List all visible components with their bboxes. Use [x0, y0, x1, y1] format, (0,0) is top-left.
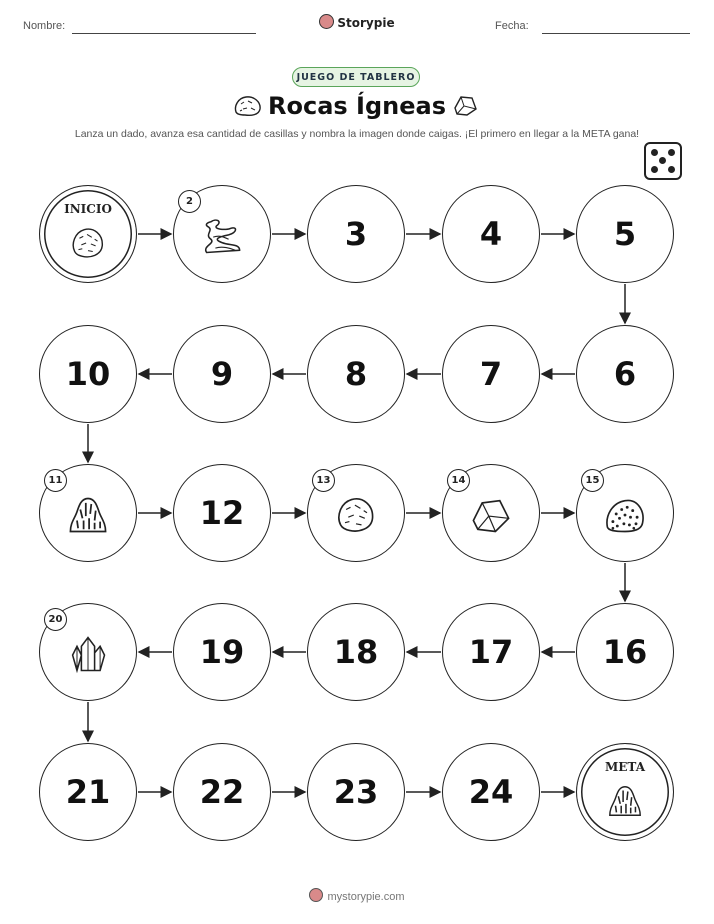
space-number: 12	[199, 494, 245, 532]
crystal-icon	[66, 632, 110, 676]
space-number: 8	[344, 355, 368, 393]
board-space-15	[576, 464, 674, 562]
space-number: 24	[468, 773, 514, 811]
space-number: 19	[199, 633, 245, 671]
volcanic-rock-icon	[606, 782, 644, 820]
storypie-footer-logo-icon	[309, 888, 323, 902]
space-number-badge: 15	[581, 469, 604, 492]
instructions: Lanza un dado, avanza esa cantidad de casillas y nombra la imagen donde caigas. ¡El primero en llegar a la META gana!	[74, 128, 640, 140]
space-number-badge: 14	[447, 469, 470, 492]
finish-space	[576, 743, 674, 841]
board-space-5	[576, 185, 674, 283]
board-space-6	[576, 325, 674, 423]
rock-lump-icon	[334, 493, 378, 537]
date-label: Fecha:	[495, 20, 529, 32]
board-space-21	[39, 743, 137, 841]
start-label: INICIO	[64, 202, 112, 216]
pumice-icon	[603, 493, 647, 537]
name-line[interactable]	[72, 33, 256, 34]
board-space-4	[442, 185, 540, 283]
board-space-3	[307, 185, 405, 283]
space-number: 21	[65, 773, 111, 811]
space-number: 5	[613, 215, 637, 253]
board-space-23	[307, 743, 405, 841]
game-type-badge: JUEGO DE TABLERO	[292, 67, 420, 87]
board-space-14	[442, 464, 540, 562]
space-number: 9	[210, 355, 234, 393]
brand-name: Storypie	[337, 16, 395, 30]
board-space-24	[442, 743, 540, 841]
board-space-10	[39, 325, 137, 423]
rock-lump-icon	[69, 224, 107, 262]
board-space-16	[576, 603, 674, 701]
space-number-badge: 13	[312, 469, 335, 492]
footer-url: mystorypie.com	[327, 891, 405, 903]
title-rock-right-icon	[452, 94, 478, 118]
space-number: 23	[333, 773, 379, 811]
page-title: Rocas Ígneas	[268, 92, 446, 120]
board-space-13	[307, 464, 405, 562]
board-space-7	[442, 325, 540, 423]
board-space-8	[307, 325, 405, 423]
board-space-12	[173, 464, 271, 562]
board-space-18	[307, 603, 405, 701]
space-number: 22	[199, 773, 245, 811]
board-space-11	[39, 464, 137, 562]
dice-five-icon	[644, 142, 682, 180]
footer	[0, 888, 714, 903]
board-space-2	[173, 185, 271, 283]
space-number-badge: 20	[44, 608, 67, 631]
board-space-17	[442, 603, 540, 701]
space-number: 16	[602, 633, 648, 671]
storypie-logo-icon	[319, 14, 334, 29]
space-number: 17	[468, 633, 514, 671]
board-space-9	[173, 325, 271, 423]
board-space-22	[173, 743, 271, 841]
date-line[interactable]	[542, 33, 690, 34]
finish-label: META	[604, 760, 645, 774]
space-number-badge: 11	[44, 469, 67, 492]
volcanic-rock-icon	[66, 493, 110, 537]
space-number: 4	[479, 215, 503, 253]
space-number-badge: 2	[178, 190, 201, 213]
space-number: 3	[344, 215, 368, 253]
board-space-20	[39, 603, 137, 701]
brand	[0, 14, 714, 30]
space-number: 6	[613, 355, 637, 393]
space-number: 7	[479, 355, 503, 393]
space-number: 10	[65, 355, 111, 393]
name-label: Nombre:	[23, 20, 66, 32]
glassy-rock-icon	[469, 493, 513, 537]
lava-flow-icon	[200, 214, 244, 258]
space-number: 18	[333, 633, 379, 671]
board-space-19	[173, 603, 271, 701]
start-space	[39, 185, 137, 283]
